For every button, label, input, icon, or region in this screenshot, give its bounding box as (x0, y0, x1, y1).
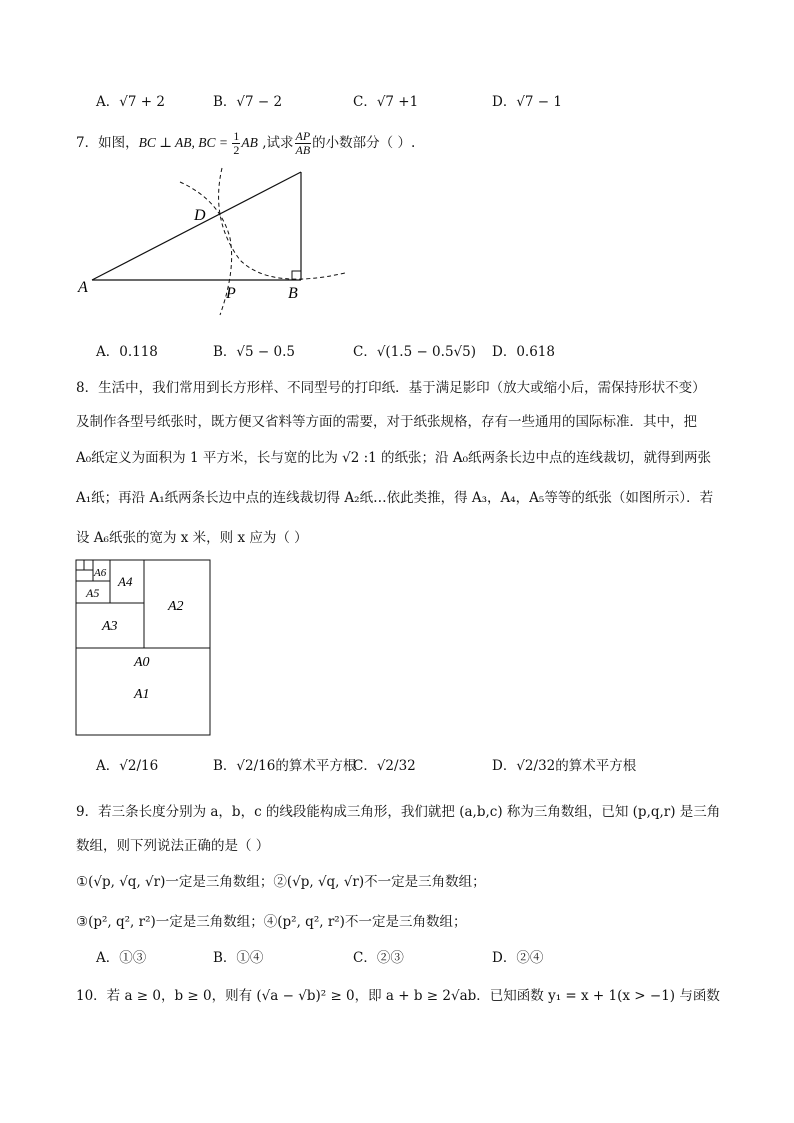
q8-option-a[interactable]: A．√2/16 (96, 758, 159, 774)
q6-option-d[interactable]: D．√7 − 1 (492, 94, 562, 110)
q8-option-c[interactable]: C．√2/32 (353, 758, 416, 774)
q7-stem-prefix: 如图， (98, 135, 139, 152)
q9-option-c[interactable]: C．②③ (353, 950, 404, 966)
q8-paper-figure (74, 558, 214, 738)
q7-stem-suffix: 的小数部分（ ）. (312, 135, 416, 152)
q9-line-4: ③(p², q², r²)一定是三角数组；④(p², q², r²)不一定是三角数组； (76, 914, 467, 930)
q7-number: 7． (76, 135, 99, 152)
q7-ratio-num: AP (295, 129, 311, 143)
q7-try-text: ,试求 (257, 135, 294, 152)
q7-ratio-den: AB (295, 143, 311, 158)
q7-figure (70, 160, 360, 325)
q6-option-c[interactable]: C．√7 +1 (353, 94, 419, 110)
label-a6: A6 (94, 567, 107, 579)
arc-from-c (219, 168, 345, 279)
q8-option-b[interactable]: B．√2/16的算术平方根 (213, 758, 357, 774)
q9-option-a[interactable]: A．①③ (96, 950, 147, 966)
q7-condition-tail: AB (241, 135, 258, 151)
q7-option-c[interactable]: C．√(1.5 − 0.5√5) (353, 344, 476, 360)
label-p: P (226, 285, 236, 302)
label-a1: A1 (134, 687, 150, 702)
q7-option-d[interactable]: D．0.618 (492, 344, 555, 360)
q7-half-num: 1 (233, 129, 240, 143)
q7-condition: BC ⊥ AB, BC = (138, 135, 232, 151)
q9-line-1: 9．若三条长度分别为 a，b，c 的线段能构成三角形，我们就把 (a,b,c) 称为三角数组，已知 (p,q,r) 是三角 (76, 804, 721, 820)
q7-ratio-fraction (295, 130, 312, 157)
q7-option-a[interactable]: A．0.118 (96, 344, 158, 360)
label-d: D (194, 207, 206, 224)
q7-stem (76, 130, 415, 157)
segment-ac (92, 172, 301, 280)
q7-half-fraction (232, 130, 240, 157)
q6-option-a[interactable]: A．√7 + 2 (96, 94, 165, 110)
q8-line-4: A₁纸；再沿 A₁纸两条长边中点的连线裁切得 A₂纸…依此类推，得 A₃，A₄，A₅等等的纸张（如图所示）．若 (76, 490, 714, 506)
q8-option-d[interactable]: D．√2/32的算术平方根 (492, 758, 637, 774)
q9-line-3: ①(√p, √q, √r)一定是三角数组；②(√p, √q, √r)不一定是三角数组； (76, 874, 486, 890)
q9-line-2: 数组，则下列说法正确的是（ ） (76, 838, 270, 854)
arc-from-a (180, 182, 232, 315)
q8-line-3: A₀纸定义为面积为 1 平方米，长与宽的比为 √2 :1 的纸张；沿 A₀纸两条长边中点的连线裁切，就得到两张 (76, 450, 711, 466)
label-a5: A5 (86, 586, 100, 600)
q7-option-b[interactable]: B．√5 − 0.5 (213, 344, 295, 360)
q9-option-d[interactable]: D．②④ (492, 950, 544, 966)
q8-line-2: 及制作各型号纸张时，既方便又省料等方面的需要，对于纸张规格，存有一些通用的国际标准．其中，把 (76, 414, 697, 430)
label-a2: A2 (168, 599, 184, 614)
label-b: B (288, 285, 298, 302)
label-a4: A4 (118, 574, 133, 589)
label-a0: A0 (134, 655, 150, 670)
q8-line-5: 设 A₆纸张的宽为 x 米，则 x 应为（ ） (76, 530, 308, 546)
label-a: A (78, 279, 88, 296)
q8-line-1: 8．生活中，我们常用到长方形样、不同型号的打印纸．基于满足影印（放大或缩小后，需保持形状不变） (76, 380, 706, 396)
q10-line-1: 10．若 a ≥ 0，b ≥ 0，则有 (√a − √b)² ≥ 0，即 a + b ≥ 2√ab．已知函数 y₁ = x + 1(x > −1) 与函数 (76, 988, 720, 1004)
q6-option-b[interactable]: B．√7 − 2 (213, 94, 283, 110)
q7-half-den: 2 (233, 143, 240, 158)
label-a3: A3 (102, 619, 118, 634)
q9-option-b[interactable]: B．①④ (213, 950, 264, 966)
